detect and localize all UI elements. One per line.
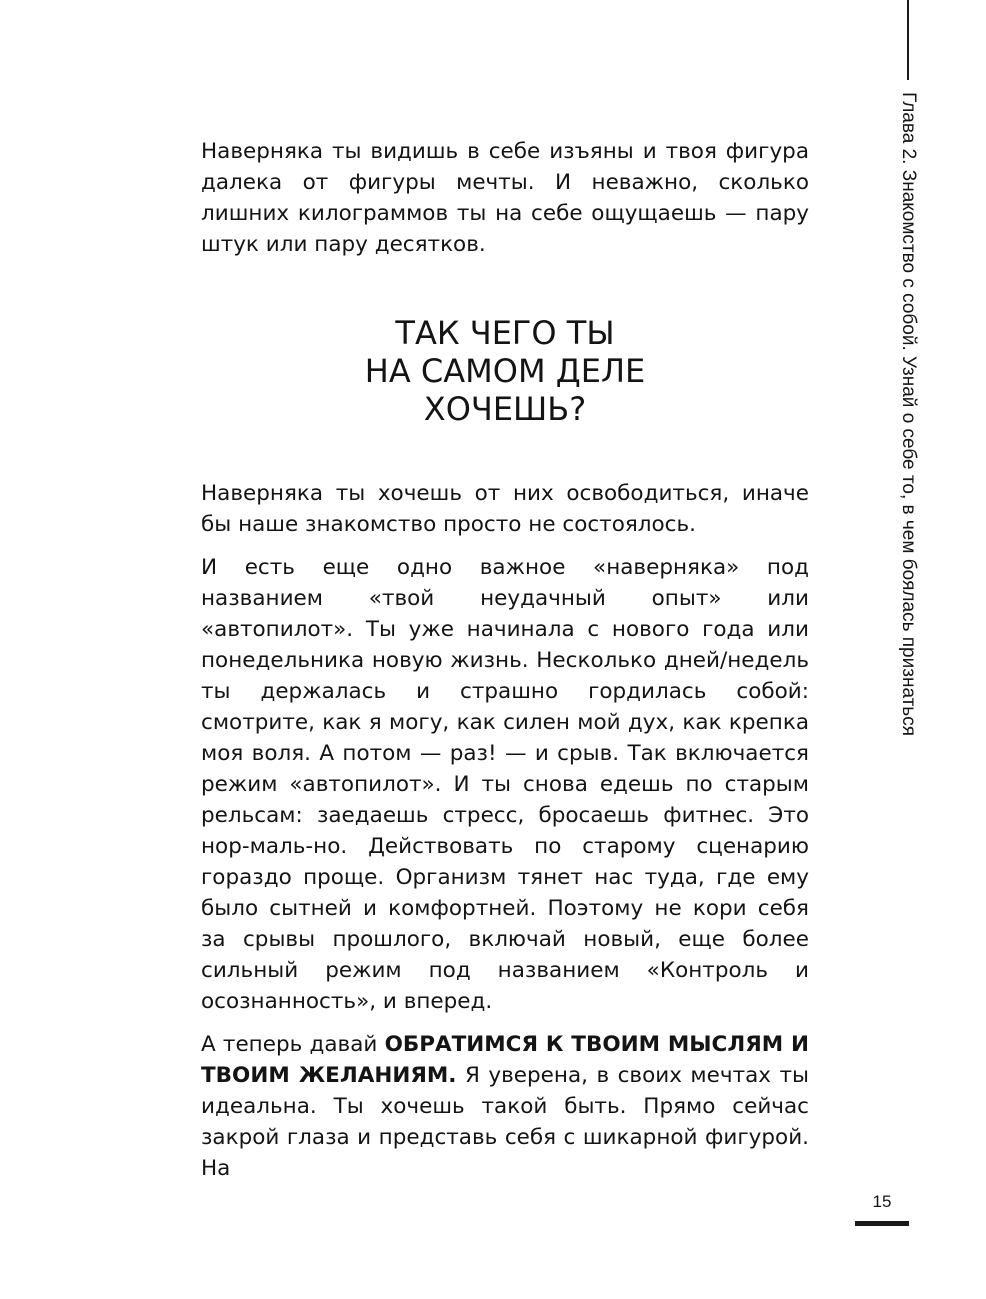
paragraph: Наверняка ты хочешь от них освободиться, иначе бы наше знакомство просто не состоялось. [201,481,809,537]
running-head: Глава 2. Знакомство с собой. Узнай о себе то, в чем боялась признаться [898,92,919,736]
paragraph: И есть еще одно важное «наверняка» под названием «твой неудачный опыт» или «автопилот». Ты уже начинала с нового года или понедельника новую жизнь. Несколько дней/недель ты держалась и страшно гордилась собой: смотрите, как я могу, как силен мой дух, как крепка моя воля. А потом — раз! — и срыв. Так включается режим «автопилот». И ты снова едешь по старым рельсам: заедаешь стресс, бросаешь фитнес. Это нор-маль-но. Действовать по старому сценарию гораздо проще. Организм тянет нас туда, где ему было сытней и комфортней. Поэтому не кори себя за срывы прошлого, включай новый, еще более сильный режим под названием «Контроль и осознанность», и вперед. [201,555,809,1014]
page-number: 15 [872,1192,892,1211]
text-block-main [201,478,809,1184]
page-number-bar [855,1221,909,1226]
running-head-rule [907,0,909,80]
emphasis-text: ОБРАТИМСЯ К ТВОИМ МЫСЛЯМ И ТВОИМ ЖЕЛАНИЯМ. [201,1032,809,1088]
paragraph-lead: А теперь давай [201,1032,385,1057]
paragraph: Наверняка ты видишь в себе изъяны и твоя фигура далека от фигуры мечты. И неважно, сколько лишних килограммов ты на себе ощущаешь — пару штук или пару десятков. [201,139,809,257]
paragraph-rest: Я уверена, в своих мечтах ты идеальна. Ты хочешь такой быть. Прямо сейчас закрой глаза и представь себя с шикарной фигурой. На [201,1063,809,1181]
paragraph [201,1029,809,1184]
heading-line: ТАК ЧЕГО ТЫ [395,314,615,352]
heading-line: НА САМОМ ДЕЛЕ [364,352,646,390]
heading-line: ХОЧЕШЬ? [423,390,587,428]
section-heading [201,314,809,428]
text-block-top [201,136,809,260]
